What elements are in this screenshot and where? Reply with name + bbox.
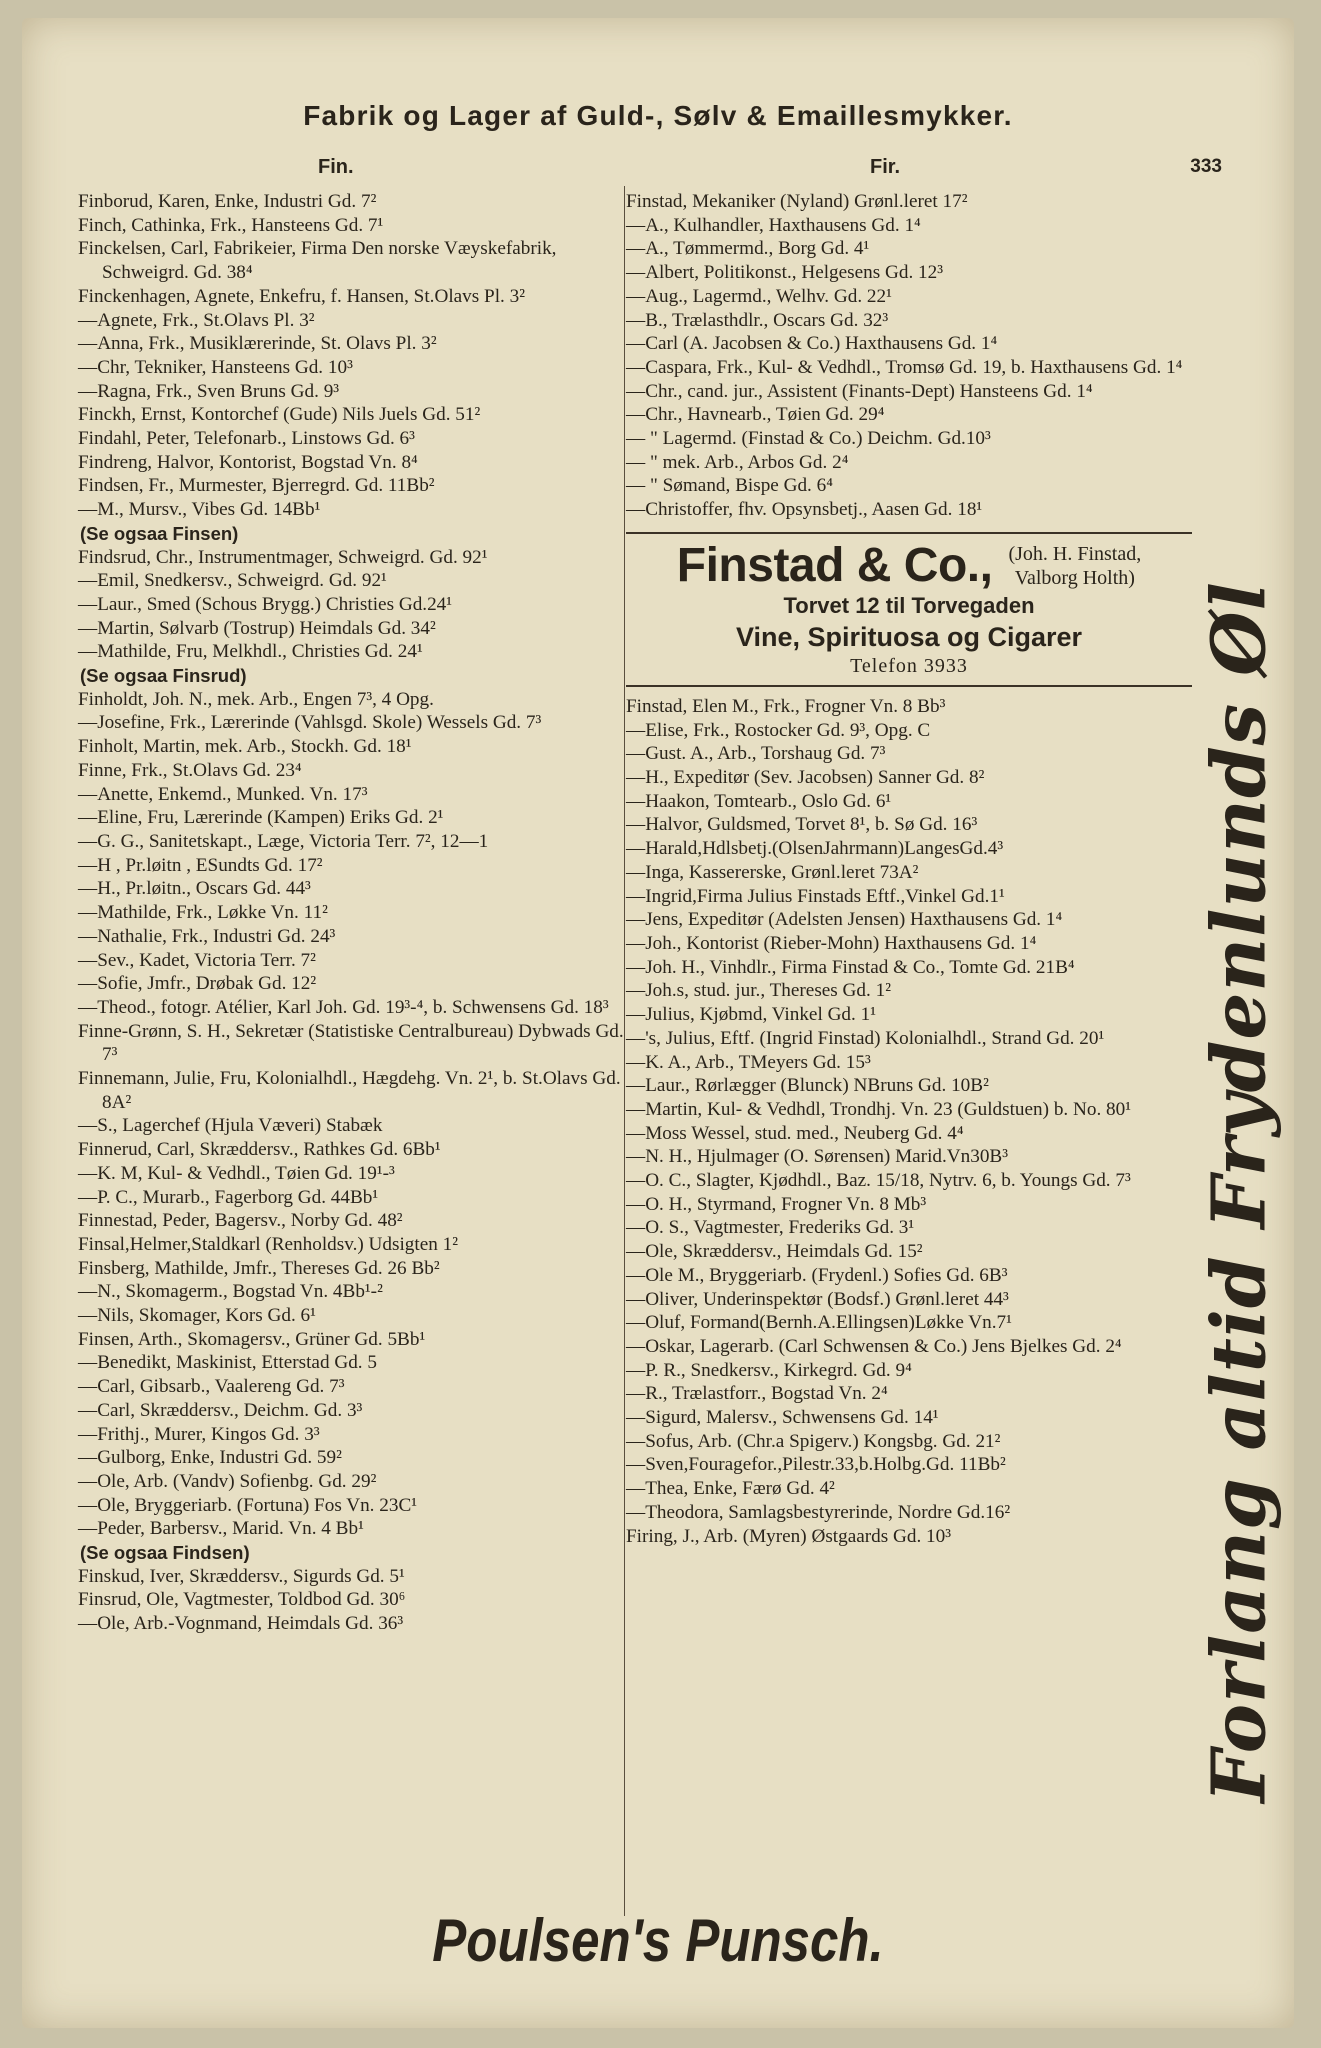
directory-entry: Finstad, Mekaniker (Nyland) Grønl.leret 17² bbox=[626, 191, 968, 212]
directory-entry: —Christoffer, fhv. Opsynsbetj., Aasen Gd. 18¹ bbox=[626, 499, 983, 521]
directory-entry: —H , Pr.løitn , ESundts Gd. 17² bbox=[78, 854, 323, 876]
directory-entry: —Gust. A., Arb., Torshaug Gd. 7³ bbox=[626, 743, 886, 765]
directory-entry: —Josefine, Frk., Lærerinde (Vahlsgd. Skole) Wessels Gd. 7³ bbox=[78, 712, 542, 734]
directory-entry: Finsal,Helmer,Staldkarl (Renholdsv.) Udsigten 1² bbox=[78, 1233, 458, 1255]
footer-advert: Poulsen's Punsch. bbox=[432, 1907, 884, 1974]
directory-entry: —Ole, Arb.-Vognmand, Heimdals Gd. 36³ bbox=[78, 1613, 404, 1635]
directory-entry: —H., Pr.løitn., Oscars Gd. 44³ bbox=[78, 878, 311, 900]
directory-entry: —Carl, Gibsarb., Vaalereng Gd. 7³ bbox=[78, 1376, 345, 1398]
advert-goods: Vine, Spirituosa og Cigarer bbox=[735, 621, 1083, 652]
directory-entry: Finckh, Ernst, Kontorchef (Gude) Nils Juels Gd. 51² bbox=[78, 404, 481, 426]
directory-entry: —Chr., Havnearb., Tøien Gd. 29⁴ bbox=[626, 404, 885, 426]
left-column-head: Fin. bbox=[318, 156, 354, 178]
directory-entry: —A., Kulhandler, Haxthausens Gd. 1⁴ bbox=[626, 214, 921, 236]
directory-entry: —Anna, Frk., Musiklærerinde, St. Olavs Pl. 3² bbox=[78, 333, 437, 355]
directory-entry: Finnestad, Peder, Bagersv., Norby Gd. 48² bbox=[78, 1210, 403, 1232]
advert-phone: Telefon 3933 bbox=[850, 655, 968, 678]
directory-entry: —Eline, Fru, Lærerinde (Kampen) Eriks Gd. 2¹ bbox=[78, 807, 444, 829]
directory-entry: —Frithj., Murer, Kingos Gd. 3³ bbox=[78, 1423, 320, 1445]
directory-entry: —Martin, Sølvarb (Tostrup) Heimdals Gd. 34² bbox=[78, 617, 436, 639]
directory-entry: Finskud, Iver, Skræddersv., Sigurds Gd. 5¹ bbox=[78, 1565, 405, 1587]
page-banner: Fabrik og Lager af Guld-, Sølv & Emaillesmykker. bbox=[303, 100, 1013, 131]
directory-entry: Finsberg, Mathilde, Jmfr., Thereses Gd. 26 Bb² bbox=[78, 1257, 440, 1279]
directory-entry: —Inga, Kassererske, Grønl.leret 73A² bbox=[626, 861, 919, 883]
advert-owner-line2: Valborg Holth) bbox=[1014, 566, 1135, 589]
directory-entry: Findsen, Fr., Murmester, Bjerregrd. Gd. 11Bb² bbox=[78, 475, 435, 497]
directory-entry: —'s, Julius, Eftf. (Ingrid Finstad) Kolonialhdl., Strand Gd. 20¹ bbox=[626, 1027, 1105, 1049]
directory-entry: —N. H., Hjulmager (O. Sørensen) Marid.Vn30B³ bbox=[626, 1146, 1008, 1168]
directory-entry: —Elise, Frk., Rostocker Gd. 9³, Opg. C bbox=[626, 719, 931, 741]
cross-reference: (Se ogsaa Finsrud) bbox=[80, 665, 247, 687]
directory-entry: —Sven,Fouragefor.,Pilestr.33,b.Holbg.Gd. 11Bb² bbox=[626, 1454, 1006, 1476]
directory-entry: —Mathilde, Fru, Melkhdl., Christies Gd. 24¹ bbox=[78, 641, 423, 663]
finstad-advert bbox=[626, 532, 1192, 687]
directory-entry: —Ole, Skræddersv., Heimdals Gd. 15² bbox=[626, 1241, 923, 1263]
directory-entry: —Oliver, Underinspektør (Bodsf.) Grønl.leret 44³ bbox=[626, 1288, 1009, 1310]
directory-entry: Finnemann, Julie, Fru, Kolonialhdl., Hægdehg. Vn. 2¹, b. St.Olavs Gd. 8A² bbox=[78, 1068, 621, 1113]
right-column bbox=[626, 190, 1192, 1548]
directory-entry: —Martin, Kul- & Vedhdl, Trondhj. Vn. 23 (Guldstuen) b. No. 80¹ bbox=[626, 1098, 1131, 1120]
directory-entry: —Thea, Enke, Færø Gd. 4² bbox=[626, 1478, 835, 1500]
directory-entry: —Mathilde, Frk., Løkke Vn. 11² bbox=[78, 902, 328, 924]
directory-entry: —Chr, Tekniker, Hansteens Gd. 10³ bbox=[78, 356, 353, 378]
directory-entry: —Chr., cand. jur., Assistent (Finants-Dept) Hansteens Gd. 1⁴ bbox=[626, 380, 1093, 402]
directory-entry: Finstad, Elen M., Frk., Frogner Vn. 8 Bb³ bbox=[626, 695, 946, 717]
directory-entry: —Ole, Bryggeriarb. (Fortuna) Fos Vn. 23C¹ bbox=[78, 1494, 418, 1516]
page-number: 333 bbox=[1190, 156, 1222, 177]
side-advert bbox=[1197, 512, 1284, 1872]
directory-entry: —Ole M., Bryggeriarb. (Frydenl.) Sofies Gd. 6B³ bbox=[626, 1264, 1008, 1286]
advert-address: Torvet 12 til Torvegaden bbox=[783, 592, 1035, 618]
directory-entry: —Carl (A. Jacobsen & Co.) Haxthausens Gd. 1⁴ bbox=[626, 333, 998, 355]
directory-entry: —Haakon, Tomtearb., Oslo Gd. 6¹ bbox=[626, 790, 892, 812]
directory-entry: Finholdt, Joh. N., mek. Arb., Engen 7³, 4 Opg. bbox=[78, 688, 434, 710]
directory-entry: Finckelsen, Carl, Fabrikeier, Firma Den norske Væyskefabrik, Schweigrd. Gd. 38⁴ bbox=[78, 238, 557, 284]
directory-entry: Finne, Frk., St.Olavs Gd. 23⁴ bbox=[78, 759, 302, 781]
directory-entry: —K. A., Arb., TMeyers Gd. 15³ bbox=[626, 1051, 871, 1073]
cross-reference: (Se ogsaa Findsen) bbox=[80, 1542, 250, 1564]
directory-entry: Finckenhagen, Agnete, Enkefru, f. Hansen, St.Olavs Pl. 3² bbox=[78, 285, 525, 307]
directory-entry: —B., Trælasthdlr., Oscars Gd. 32³ bbox=[626, 309, 889, 331]
advert-company-name: Finstad & Co., bbox=[676, 538, 993, 592]
directory-entry: —Oluf, Formand(Bernh.A.Ellingsen)Løkke Vn.7¹ bbox=[626, 1312, 1012, 1334]
right-column-head: Fir. bbox=[870, 156, 901, 178]
directory-entry: —Oskar, Lagerarb. (Carl Schwensen & Co.) Jens Bjelkes Gd. 2⁴ bbox=[626, 1335, 1122, 1357]
directory-entry: — " mek. Arb., Arbos Gd. 2⁴ bbox=[626, 451, 849, 473]
directory-entry: Finborud, Karen, Enke, Industri Gd. 7² bbox=[78, 191, 377, 212]
directory-entry: —Emil, Snedkersv., Schweigrd. Gd. 92¹ bbox=[78, 570, 387, 592]
cross-reference: (Se ogsaa Finsen) bbox=[80, 522, 239, 544]
directory-entry: —P. R., Snedkersv., Kirkegrd. Gd. 9⁴ bbox=[626, 1359, 912, 1381]
directory-entry: —Theodora, Samlagsbestyrerinde, Nordre Gd.16² bbox=[626, 1501, 1011, 1523]
column-divider bbox=[624, 186, 625, 1916]
directory-entry: —Benedikt, Maskinist, Etterstad Gd. 5 bbox=[78, 1352, 377, 1374]
directory-entry: —O. H., Styrmand, Frogner Vn. 8 Mb³ bbox=[626, 1193, 927, 1215]
directory-entry: —Sofie, Jmfr., Drøbak Gd. 12² bbox=[78, 973, 317, 995]
directory-entry: —Ole, Arb. (Vandv) Sofienbg. Gd. 29² bbox=[78, 1470, 377, 1492]
directory-entry: —Nils, Skomager, Kors Gd. 6¹ bbox=[78, 1305, 316, 1327]
directory-entry: —Jens, Expeditør (Adelsten Jensen) Haxthausens Gd. 1⁴ bbox=[626, 909, 1063, 931]
directory-entry: —Harald,Hdlsbetj.(OlsenJahrmann)LangesGd.4³ bbox=[626, 838, 1004, 860]
directory-entry: —O. S., Vagtmester, Frederiks Gd. 3¹ bbox=[626, 1217, 915, 1239]
directory-entry: —Peder, Barbersv., Marid. Vn. 4 Bb¹ bbox=[78, 1518, 364, 1540]
directory-entry: —Ingrid,Firma Julius Finstads Eftf.,Vinkel Gd.1¹ bbox=[626, 885, 1005, 907]
directory-entry: Findahl, Peter, Telefonarb., Linstows Gd. 6³ bbox=[78, 428, 415, 450]
left-column bbox=[78, 190, 638, 1636]
directory-page bbox=[22, 18, 1294, 2028]
directory-entry: —Theod., fotogr. Atélier, Karl Joh. Gd. 19³-⁴, b. Schwensens Gd. 18³ bbox=[78, 996, 609, 1018]
directory-entry: —Ragna, Frk., Sven Bruns Gd. 9³ bbox=[78, 380, 340, 402]
directory-entry: —Halvor, Guldsmed, Torvet 8¹, b. Sø Gd. 16³ bbox=[626, 814, 978, 836]
directory-entry: — " Lagermd. (Finstad & Co.) Deichm. Gd.10³ bbox=[626, 428, 991, 450]
directory-entry: —Joh.s, stud. jur., Thereses Gd. 1² bbox=[626, 980, 891, 1002]
directory-entry: —O. C., Slagter, Kjødhdl., Baz. 15/18, Nytrv. 6, b. Youngs Gd. 7³ bbox=[626, 1170, 1131, 1192]
directory-entry: —Julius, Kjøbmd, Vinkel Gd. 1¹ bbox=[626, 1004, 876, 1026]
directory-entry: —Agnete, Frk., St.Olavs Pl. 3² bbox=[78, 309, 315, 331]
directory-entry: —Sev., Kadet, Victoria Terr. 7² bbox=[78, 949, 316, 971]
directory-entry: —Albert, Politikonst., Helgesens Gd. 12³ bbox=[626, 262, 943, 284]
directory-entry: —Joh. H., Vinhdlr., Firma Finstad & Co., Tomte Gd. 21B⁴ bbox=[626, 956, 1075, 978]
directory-entry: —Nathalie, Frk., Industri Gd. 24³ bbox=[78, 925, 336, 947]
right-column-top bbox=[626, 190, 1192, 522]
directory-entry: —Caspara, Frk., Kul- & Vedhdl., Tromsø Gd. 19, b. Haxthausens Gd. 1⁴ bbox=[626, 356, 1183, 378]
directory-entry: —A., Tømmermd., Borg Gd. 4¹ bbox=[626, 238, 870, 260]
advert-owners bbox=[1008, 542, 1141, 590]
directory-entry: —Laur., Rørlægger (Blunck) NBruns Gd. 10B² bbox=[626, 1075, 989, 1097]
directory-entry: —S., Lagerchef (Hjula Væveri) Stabæk bbox=[78, 1115, 383, 1137]
directory-entry: Finch, Cathinka, Frk., Hansteens Gd. 7¹ bbox=[78, 214, 384, 236]
directory-entry: —Joh., Kontorist (Rieber-Mohn) Haxthausens Gd. 1⁴ bbox=[626, 932, 1037, 954]
advert-owner-line1: (Joh. H. Finstad, bbox=[1008, 542, 1142, 565]
directory-entry: Finsen, Arth., Skomagersv., Grüner Gd. 5Bb¹ bbox=[78, 1328, 426, 1350]
directory-entry: —N., Skomagerm., Bogstad Vn. 4Bb¹-² bbox=[78, 1281, 383, 1303]
directory-entry: Finne-Grønn, S. H., Sekretær (Statistiske Centralbureau) Dybwads Gd. 7³ bbox=[78, 1020, 624, 1066]
directory-entry: —Carl, Skræddersv., Deichm. Gd. 3³ bbox=[78, 1399, 363, 1421]
directory-entry: —Moss Wessel, stud. med., Neuberg Gd. 4⁴ bbox=[626, 1122, 964, 1144]
directory-entry: —Laur., Smed (Schous Brygg.) Christies Gd.24¹ bbox=[78, 593, 453, 615]
directory-entry: Finholt, Martin, mek. Arb., Stockh. Gd. 18¹ bbox=[78, 736, 412, 758]
right-column-bottom bbox=[626, 695, 1192, 1548]
directory-entry: Findreng, Halvor, Kontorist, Bogstad Vn. 8⁴ bbox=[78, 451, 418, 473]
directory-entry: —H., Expeditør (Sev. Jacobsen) Sanner Gd. 8² bbox=[626, 767, 985, 789]
directory-entry: —Gulborg, Enke, Industri Gd. 59² bbox=[78, 1447, 342, 1469]
side-advert-text: Forlang altid Frydenlunds Øl bbox=[1197, 581, 1284, 1803]
directory-entry: —Aug., Lagermd., Welhv. Gd. 22¹ bbox=[626, 285, 892, 307]
directory-entry: Finsrud, Ole, Vagtmester, Toldbod Gd. 30⁶ bbox=[78, 1589, 406, 1611]
directory-entry: Finnerud, Carl, Skræddersv., Rathkes Gd. 6Bb¹ bbox=[78, 1139, 441, 1161]
directory-entry: —K. M, Kul- & Vedhdl., Tøien Gd. 19¹-³ bbox=[78, 1162, 395, 1184]
directory-entry: — " Sømand, Bispe Gd. 6⁴ bbox=[626, 475, 833, 497]
directory-entry: —Sofus, Arb. (Chr.a Spigerv.) Kongsbg. Gd. 21² bbox=[626, 1430, 1001, 1452]
directory-entry: —P. C., Murarb., Fagerborg Gd. 44Bb¹ bbox=[78, 1186, 379, 1208]
directory-entry: —M., Mursv., Vibes Gd. 14Bb¹ bbox=[78, 499, 321, 521]
directory-entry: —G. G., Sanitetskapt., Læge, Victoria Terr. 7², 12—1 bbox=[78, 830, 489, 852]
directory-entry: Findsrud, Chr., Instrumentmager, Schweigrd. Gd. 92¹ bbox=[78, 546, 488, 568]
directory-entry: —R., Trælastforr., Bogstad Vn. 2⁴ bbox=[626, 1383, 888, 1405]
directory-entry: —Sigurd, Malersv., Schwensens Gd. 14¹ bbox=[626, 1407, 939, 1429]
directory-entry: —Anette, Enkemd., Munked. Vn. 17³ bbox=[78, 783, 368, 805]
directory-entry: Firing, J., Arb. (Myren) Østgaards Gd. 10³ bbox=[626, 1525, 951, 1547]
